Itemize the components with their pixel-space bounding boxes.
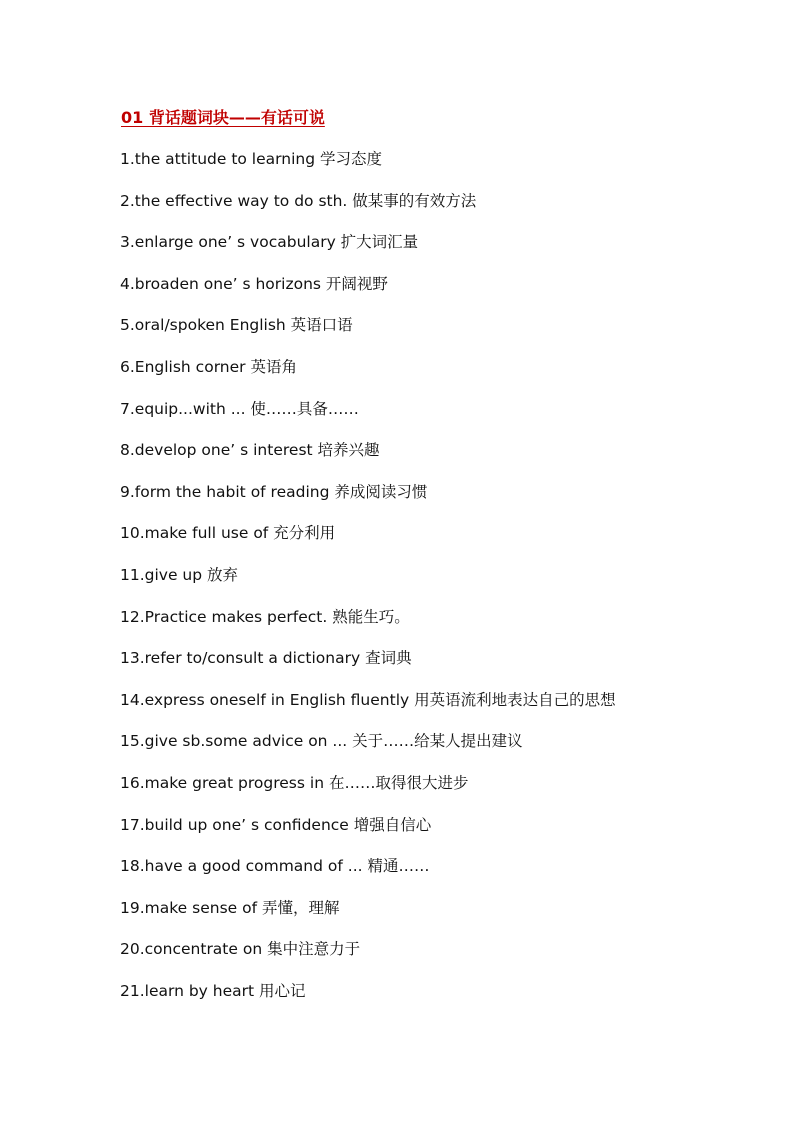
vocab-entry: 16.make great progress in 在……取得很大进步 xyxy=(120,773,469,792)
list-item xyxy=(120,190,760,232)
list-item xyxy=(120,481,760,523)
vocab-entry: 15.give sb.some advice on ... 关于……给某人提出建议 xyxy=(120,732,523,751)
list-item xyxy=(120,897,760,939)
vocab-entry: 5.oral/spoken English 英语口语 xyxy=(120,316,353,335)
list-item xyxy=(120,398,760,440)
list-item xyxy=(120,148,760,190)
vocab-entry: 18.have a good command of ... 精通…… xyxy=(120,857,430,876)
list-item xyxy=(120,814,760,856)
vocab-entry: 9.form the habit of reading 养成阅读习惯 xyxy=(120,482,428,501)
vocab-entry: 11.give up 放弃 xyxy=(120,565,239,584)
vocab-entry: 17.build up one’ s confidence 增强自信心 xyxy=(120,815,432,834)
vocab-entry: 4.broaden one’ s horizons 开阔视野 xyxy=(120,274,388,293)
vocab-entry: 1.the attitude to learning 学习态度 xyxy=(120,150,382,168)
list-item xyxy=(120,606,760,648)
vocab-entry: 20.concentrate on 集中注意力于 xyxy=(120,940,361,959)
list-item xyxy=(120,938,760,980)
list-item xyxy=(120,855,760,897)
list-item xyxy=(120,356,760,398)
vocab-entry: 7.equip...with ... 使……具备…… xyxy=(120,399,359,418)
list-item xyxy=(120,772,760,814)
vocab-entry: 14.express oneself in English fluently 用英语流利地表达自己的思想 xyxy=(120,690,616,709)
vocab-entry: 2.the effective way to do sth. 做某事的有效方法 xyxy=(120,191,477,210)
list-item xyxy=(120,980,760,1022)
list-item xyxy=(120,314,760,356)
vocab-entry: 21.learn by heart 用心记 xyxy=(120,981,306,1000)
list-item xyxy=(120,689,760,731)
list-item xyxy=(120,564,760,606)
vocabulary-list xyxy=(120,148,760,1021)
list-item xyxy=(120,647,760,689)
vocab-entry: 19.make sense of 弄懂，理解 xyxy=(120,898,340,917)
list-item xyxy=(120,439,760,481)
list-item xyxy=(120,522,760,564)
vocab-entry: 10.make full use of 充分利用 xyxy=(120,524,336,543)
list-item xyxy=(120,273,760,315)
vocab-entry: 12.Practice makes perfect. 熟能生巧。 xyxy=(120,607,410,626)
list-item xyxy=(120,231,760,273)
vocab-entry: 13.refer to/consult a dictionary 查词典 xyxy=(120,649,412,668)
vocab-entry: 6.English corner 英语角 xyxy=(120,357,297,376)
section-heading: 01 背话题词块——有话可说 xyxy=(121,108,325,127)
vocab-entry: 8.develop one’ s interest 培养兴趣 xyxy=(120,441,380,460)
vocab-entry: 3.enlarge one’ s vocabulary 扩大词汇量 xyxy=(120,233,419,252)
list-item xyxy=(120,730,760,772)
